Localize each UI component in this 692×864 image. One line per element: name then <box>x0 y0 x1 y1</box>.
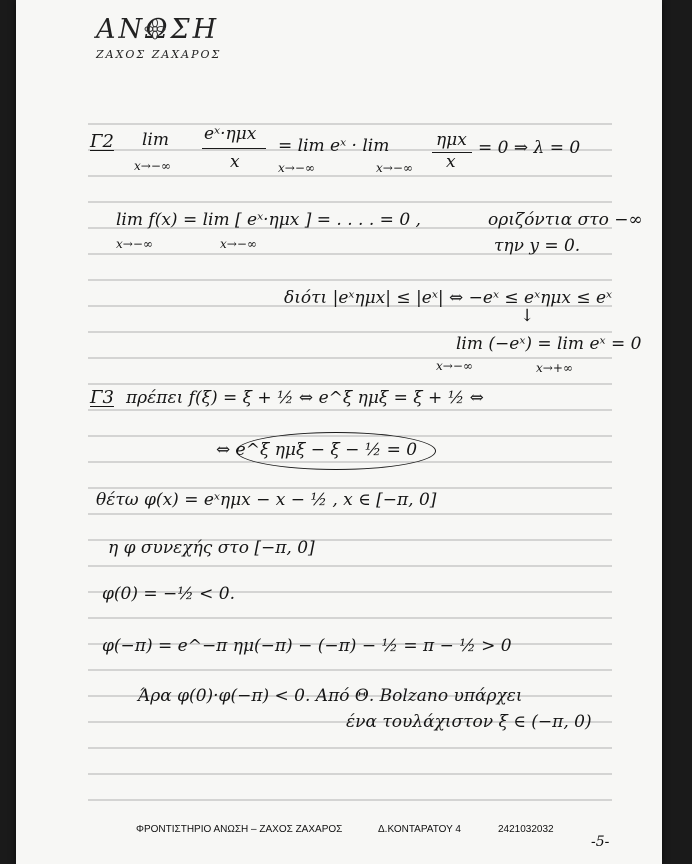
g2-equals-lim: = lim eˣ · lim <box>278 136 390 156</box>
g2-squeeze-limit: lim (−eˣ) = lim eˣ = 0 <box>456 334 642 354</box>
g3-equation: ⇔ e^ξ ημξ − ξ − ½ = 0 <box>216 440 418 460</box>
g2-limit-f-sub-1: x→−∞ <box>116 237 153 251</box>
g2-asymptote-line: την y = 0. <box>494 236 581 256</box>
g3-bolzano: Άρα φ(0)·φ(−π) < 0. Από Θ. Bolzano υπάρχει <box>138 686 523 706</box>
g2-limit-f-sub-2: x→−∞ <box>220 237 257 251</box>
g3-condition: πρέπει f(ξ) = ξ + ½ ⇔ e^ξ ημξ = ξ + ½ ⇔ <box>126 388 484 408</box>
g2-frac2-denominator: x <box>446 152 456 172</box>
g3-define-phi: θέτω φ(x) = eˣημx − x − ½ , x ∈ [−π, 0] <box>96 490 437 510</box>
logo-title-text: ΑΝΩΣΗ <box>96 14 220 45</box>
section-label-g3: Γ3 <box>90 387 114 408</box>
g2-horizontal-asymptote: οριζόντια στο −∞ <box>488 210 643 230</box>
g2-result: = 0 ⇒ λ = 0 <box>478 138 581 158</box>
g3-continuity: η φ συνεχής στο [−π, 0] <box>108 538 315 558</box>
g2-sub-1: x→−∞ <box>134 159 171 173</box>
g2-lim: lim <box>142 130 169 150</box>
g3-conclusion: ένα τουλάχιστον ξ ∈ (−π, 0) <box>346 712 592 732</box>
g2-sub-2: x→−∞ <box>278 161 315 175</box>
notebook-page <box>16 0 662 864</box>
page-number: -5- <box>591 834 610 850</box>
g3-phi-zero: φ(0) = −½ < 0. <box>102 584 236 604</box>
g2-frac-denominator: x <box>230 152 240 172</box>
g2-limit-f: lim f(x) = lim [ eˣ·ημx ] = . . . . = 0 , <box>116 210 421 230</box>
flower-icon <box>144 18 166 40</box>
g3-phi-minus-pi: φ(−π) = e^−π ημ(−π) − (−π) − ½ = π − ½ > 0 <box>102 636 512 656</box>
g2-frac-numerator: eˣ·ημx <box>204 124 257 144</box>
g2-sub-3: x→−∞ <box>376 161 413 175</box>
g2-because: διότι |eˣημx| ≤ |eˣ| ⇔ −eˣ ≤ eˣημx ≤ eˣ <box>284 288 613 308</box>
footer-address: Δ.ΚΟΝΤΑΡΑΤΟΥ 4 <box>378 824 461 835</box>
g2-fraction-bar <box>202 148 266 149</box>
footer-institute: ΦΡΟΝΤΙΣΤΗΡΙΟ ΑΝΩΣΗ – ΖΑΧΟΣ ΖΑΧΑΡΟΣ <box>136 824 343 835</box>
logo-subtitle: ΖΑΧΟΣ ΖΑΧΑΡΟΣ <box>96 48 222 61</box>
footer-phone: 2421032032 <box>498 824 554 835</box>
section-label-g2: Γ2 <box>90 131 114 152</box>
g2-arrow: ↓ <box>520 306 535 326</box>
g2-frac2-numerator: ημx <box>436 130 467 150</box>
g2-squeeze-sub-1: x→−∞ <box>436 359 473 373</box>
g2-squeeze-sub-2: x→+∞ <box>536 361 573 375</box>
